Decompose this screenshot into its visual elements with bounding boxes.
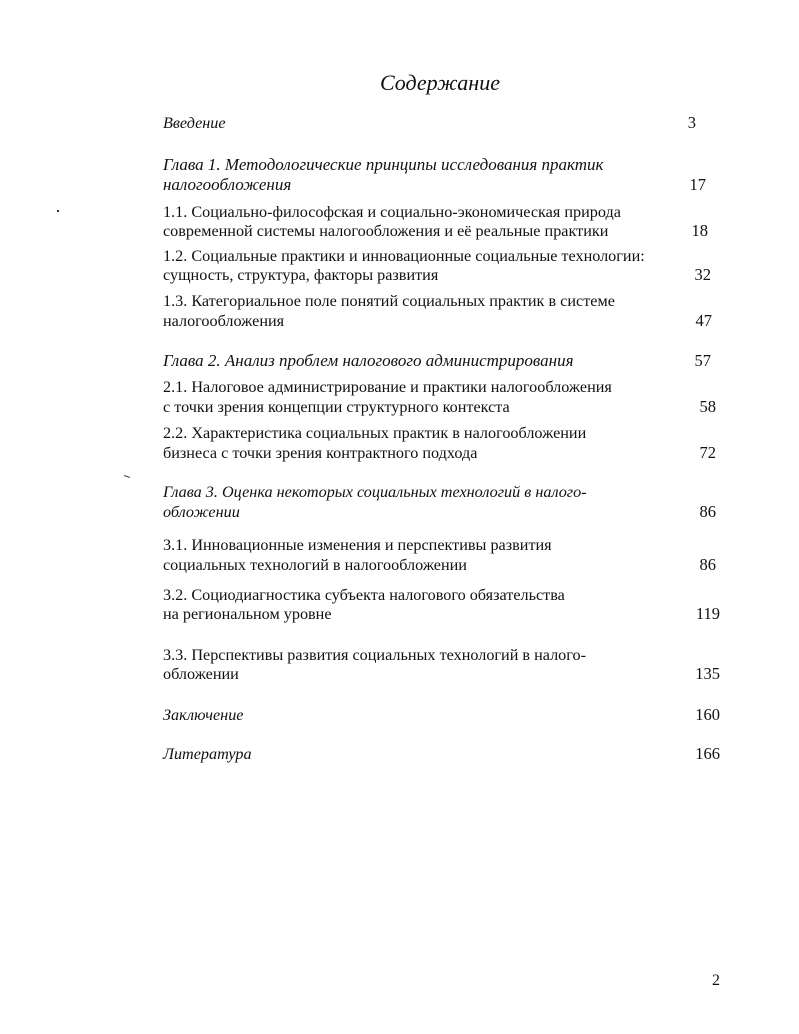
toc-literature-page: 166 <box>695 744 720 763</box>
toc-section-1-2-line-2: сущность, структура, факторы развития <box>163 266 439 284</box>
toc-section-3-3-page: 135 <box>695 664 720 683</box>
toc-section-3-2-page: 119 <box>695 604 720 623</box>
toc-chapter-3-line-2: обложении <box>163 503 240 521</box>
toc-literature: Литература <box>163 745 252 763</box>
toc-section-1-2-page: 32 <box>694 265 711 284</box>
toc-section-2-2-line-1: 2.2. Характеристика социальных практик в налогообложении <box>163 424 587 442</box>
toc-intro: Введение <box>163 114 226 132</box>
toc-section-3-1-line-1: 3.1. Инновационные изменения и перспективы развития <box>163 536 552 554</box>
toc-section-2-2-page: 72 <box>699 443 716 462</box>
toc-section-3-1-line-2: социальных технологий в налогообложении <box>163 556 467 574</box>
scan-speck <box>124 475 130 478</box>
toc-chapter-2-page: 57 <box>694 351 711 370</box>
toc-section-1-3-line-1: 1.3. Категориальное поле понятий социальных практик в системе <box>163 292 615 310</box>
toc-conclusion: Заключение <box>163 706 244 724</box>
toc-section-3-2-line-2: на региональном уровне <box>163 605 332 623</box>
toc-section-3-1-page: 86 <box>699 555 716 574</box>
toc-chapter-1-line-2: налогообложения <box>163 175 292 194</box>
toc-section-1-1-line-2: современной системы налогообложения и её реальные практики <box>163 222 609 240</box>
toc-section-1-3-page: 47 <box>695 311 712 330</box>
page-number: 2 <box>712 972 720 989</box>
page-title: Содержание <box>379 70 500 95</box>
toc-section-3-3-line-2: обложении <box>163 665 239 683</box>
toc-section-1-1-line-1: 1.1. Социально-философская и социально-экономическая природа <box>163 203 621 221</box>
scan-speck <box>57 210 59 212</box>
toc-section-2-2-line-2: бизнеса с точки зрения контрактного подхода <box>163 444 478 462</box>
toc-section-1-3-line-2: налогообложения <box>163 312 285 330</box>
toc-chapter-1-line-1: Глава 1. Методологические принципы исследования практик <box>163 155 604 174</box>
toc-chapter-2: Глава 2. Анализ проблем налогового администрирования <box>163 351 574 370</box>
toc-section-3-2-line-1: 3.2. Социодиагностика субъекта налогового обязательства <box>163 586 565 604</box>
toc-section-2-1-line-2: с точки зрения концепции структурного контекста <box>163 398 510 416</box>
toc-chapter-1-page: 17 <box>689 175 706 194</box>
toc-section-2-1-page: 58 <box>699 397 716 416</box>
toc-intro-page: 3 <box>687 113 696 132</box>
toc-chapter-3-page: 86 <box>699 502 716 521</box>
toc-section-3-3-line-1: 3.3. Перспективы развития социальных технологий в налого- <box>163 646 587 664</box>
toc-section-2-1-line-1: 2.1. Налоговое администрирование и практики налогообложения <box>163 378 612 396</box>
toc-conclusion-page: 160 <box>695 705 720 724</box>
toc-section-1-1-page: 18 <box>691 221 708 240</box>
toc-section-1-2-line-1: 1.2. Социальные практики и инновационные социальные технологии: <box>163 247 645 265</box>
toc-chapter-3-line-1: Глава 3. Оценка некоторых социальных технологий в налого- <box>163 483 587 501</box>
